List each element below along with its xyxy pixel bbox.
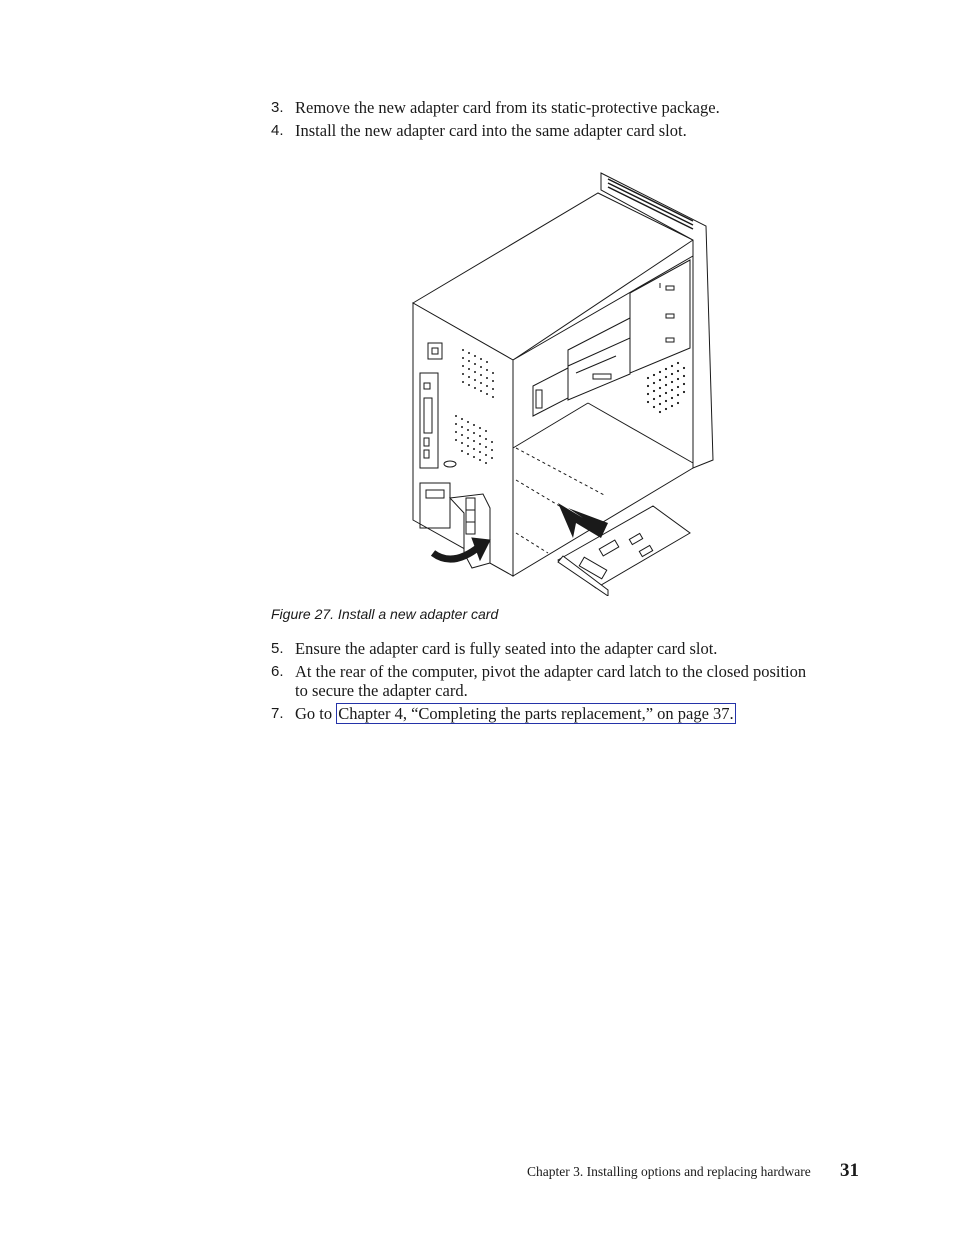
step-text: Install the new adapter card into the same adapter card slot. — [295, 121, 687, 140]
page-number: 31 — [840, 1160, 859, 1181]
step-6 — [271, 662, 861, 702]
step-number: 4. — [271, 122, 284, 139]
chapter-4-link[interactable]: Chapter 4, “Completing the parts replacement,” on page 37. — [338, 704, 734, 723]
computer-chassis-drawing — [408, 168, 723, 596]
footer-chapter-title: Chapter 3. Installing options and replacing hardware — [527, 1164, 811, 1179]
step-number: 5. — [271, 640, 284, 657]
step-text — [295, 662, 855, 700]
step-prefix: Go to — [295, 704, 337, 723]
step-text-line: to secure the adapter card. — [295, 681, 468, 700]
adapter-card-illustration — [408, 168, 723, 596]
step-text: Remove the new adapter card from its static-protective package. — [295, 98, 720, 117]
step-text: Ensure the adapter card is fully seated into the adapter card slot. — [295, 639, 718, 658]
figure-caption: Figure 27. Install a new adapter card — [271, 606, 499, 622]
step-number: 3. — [271, 99, 284, 116]
step-number: 7. — [271, 705, 284, 722]
step-text — [295, 704, 855, 723]
step-number: 6. — [271, 663, 284, 680]
step-text-line: At the rear of the computer, pivot the adapter card latch to the closed position — [295, 662, 807, 681]
